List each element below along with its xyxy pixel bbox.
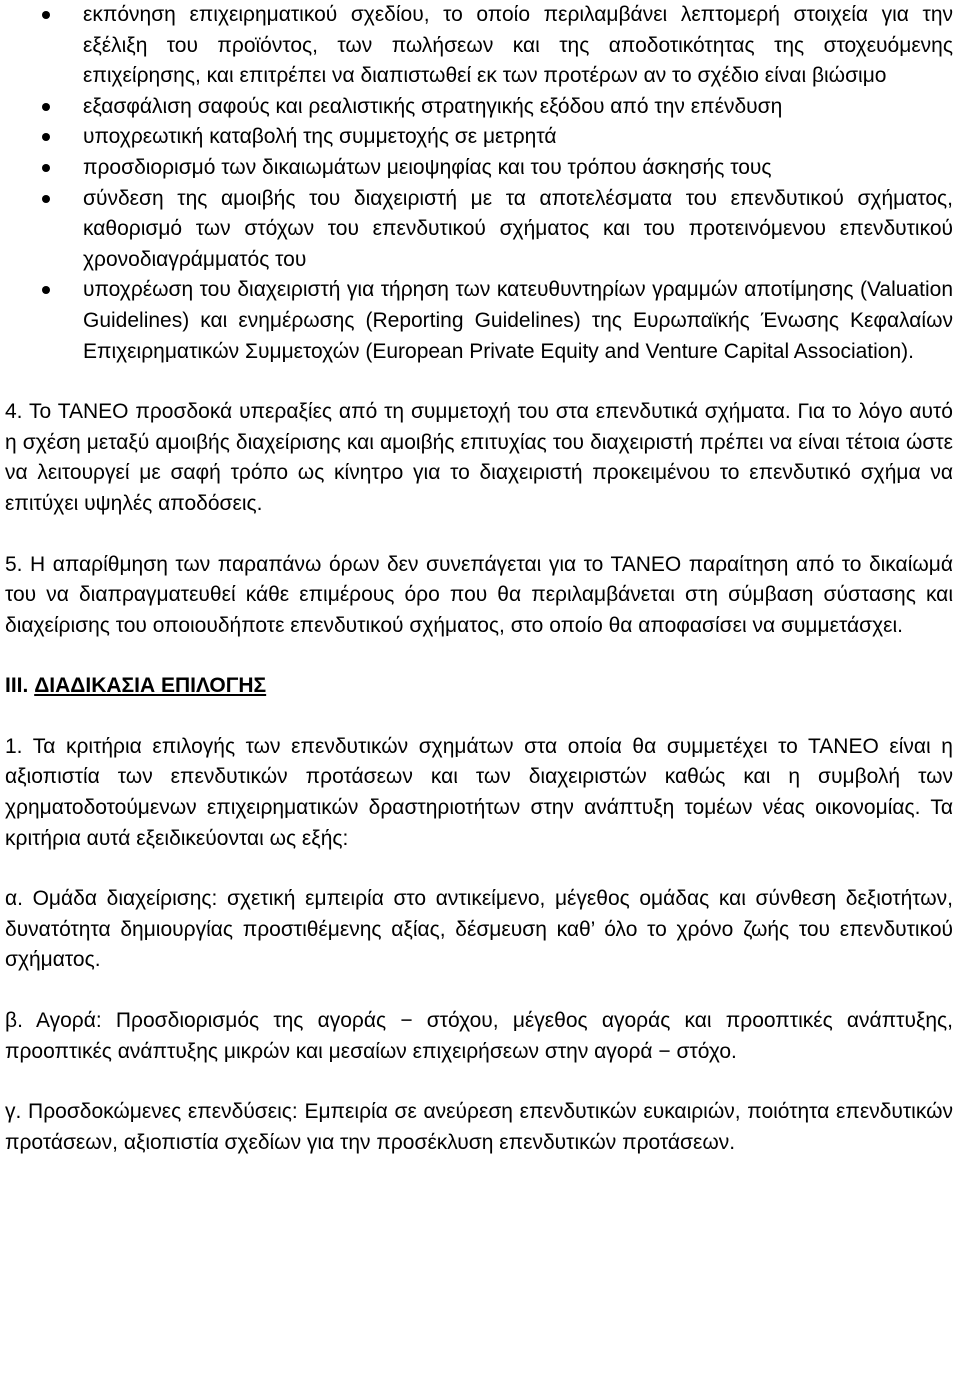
- list-item: [5, 275, 953, 367]
- section-paragraph-1: 1. Τα κριτήρια επιλογής των επενδυτικών σχημάτων στα οποία θα συμμετέχει το ΤΑΝΕΟ είναι η αξιοπιστία των επενδυτικών προτάσεων και των διαχειριστών καθώς και η συμβολή των χρηματοδοτούμενων επιχειρηματικών δραστηριοτήτων στην ανάπτυξη τομέων νέας οικονομίας. Τα κριτήρια αυτά εξειδικεύονται ως εξής:: [5, 734, 953, 850]
- bullet-icon: [42, 133, 50, 141]
- bullet-icon: [42, 164, 50, 172]
- list-item-text: εξασφάλιση σαφούς και ρεαλιστικής στρατηγικής εξόδου από την επένδυση: [83, 94, 783, 118]
- list-item-text: υποχρέωση του διαχειριστή για τήρηση των κατευθυντηρίων γραμμών αποτίμησης (Valuation Guidelines) και ενημέρωσης (Reporting Guidelines) της Ευρωπαϊκής Ένωσης Κεφαλαίων Επιχειρηματικών Συμμετοχών (European Private Equity and Venture Capital Association).: [83, 278, 953, 363]
- criteria-bullet-list: [5, 0, 953, 367]
- bullet-icon: [42, 103, 50, 111]
- spacer: [5, 367, 953, 397]
- spacer: [5, 641, 953, 671]
- criterion-c: γ. Προσδοκώμενες επενδύσεις: Εμπειρία σε ανεύρεση επενδυτικών ευκαιριών, ποιότητα επενδυτικών προτάσεων, αξιοπιστία σχεδίων για την προσέκλυση επενδυτικών προτάσεων.: [5, 1100, 953, 1154]
- list-item: [5, 122, 953, 153]
- list-item: [5, 184, 953, 276]
- list-item-text: υποχρεωτική καταβολή της συμμετοχής σε μετρητά: [83, 125, 557, 149]
- criterion-b: β. Αγορά: Προσδιορισμός της αγοράς − στόχου, μέγεθος αγοράς και προοπτικές ανάπτυξης, προοπτικές ανάπτυξης μικρών και μεσαίων επιχειρήσεων στην αγορά − στόχο.: [5, 1009, 953, 1063]
- spacer: [5, 702, 953, 732]
- spacer: [5, 520, 953, 550]
- list-item: [5, 92, 953, 123]
- spacer: [5, 1067, 953, 1097]
- list-item-text: προσδιορισμό των δικαιωμάτων μειοψηφίας και του τρόπου άσκησής τους: [83, 155, 772, 179]
- spacer: [5, 976, 953, 1006]
- list-item-text: εκπόνηση επιχειρηματικού σχεδίου, το οποίο περιλαμβάνει λεπτομερή στοιχεία για την εξέλιξη του προϊόντος, των πωλήσεων και της αποδοτικότητας της στοχευόμενης επιχείρησης, και επιτρέπει να διαπιστωθεί εκ των προτέρων αν το σχέδιο είναι βιώσιμο: [83, 3, 953, 88]
- criterion-a: α. Ομάδα διαχείρισης: σχετική εμπειρία στο αντικείμενο, μέγεθος ομάδας και σύνθεση δεξιοτήτων, δυνατότητα δημιουργίας προστιθέμενης αξίας, δέσμευση καθ’ όλο το χρόνο ζωής του επενδυτικού σχήματος.: [5, 887, 953, 972]
- bullet-icon: [42, 195, 50, 203]
- section-heading: [5, 671, 953, 702]
- paragraph-5: 5. Η απαρίθμηση των παραπάνω όρων δεν συνεπάγεται για το ΤΑΝΕΟ παραίτηση από το δικαίωμά του να διαπραγματευθεί κάθε επιμέρους όρο που θα περιλαμβάνεται στη σύμβαση σύστασης και διαχείρισης του οποιουδήποτε επενδυτικού σχήματος, στο οποίο θα αποφασίσει να συμμετάσχει.: [5, 552, 953, 637]
- bullet-icon: [42, 286, 50, 294]
- section-heading-title: ΔΙΑΔΙΚΑΣΙΑ ΕΠΙΛΟΓΗΣ: [34, 674, 267, 698]
- section-heading-number: III.: [5, 674, 29, 698]
- list-item: [5, 0, 953, 92]
- paragraph-4: 4. Το ΤΑΝΕΟ προσδοκά υπεραξίες από τη συμμετοχή του στα επενδυτικά σχήματα. Για το λόγο αυτό η σχέση μεταξύ αμοιβής διαχείρισης και αμοιβής επιτυχίας του διαχειριστή πρέπει να είναι τέτοια ώστε να λειτουργεί με σαφή τρόπο ως κίνητρο για το διαχειριστή προκειμένου το επενδυτικό σχήμα να επιτύχει υψηλές αποδόσεις.: [5, 400, 953, 515]
- list-item-text: σύνδεση της αμοιβής του διαχειριστή με τα αποτελέσματα του επενδυτικού σχήματος, καθορισμό των στόχων του επενδυτικού σχήματος και του προτεινόμενου επενδυτικού χρονοδιαγράμματός του: [83, 186, 953, 271]
- spacer: [5, 854, 953, 884]
- bullet-icon: [42, 11, 50, 19]
- list-item: [5, 153, 953, 184]
- document-page: [5, 0, 953, 1158]
